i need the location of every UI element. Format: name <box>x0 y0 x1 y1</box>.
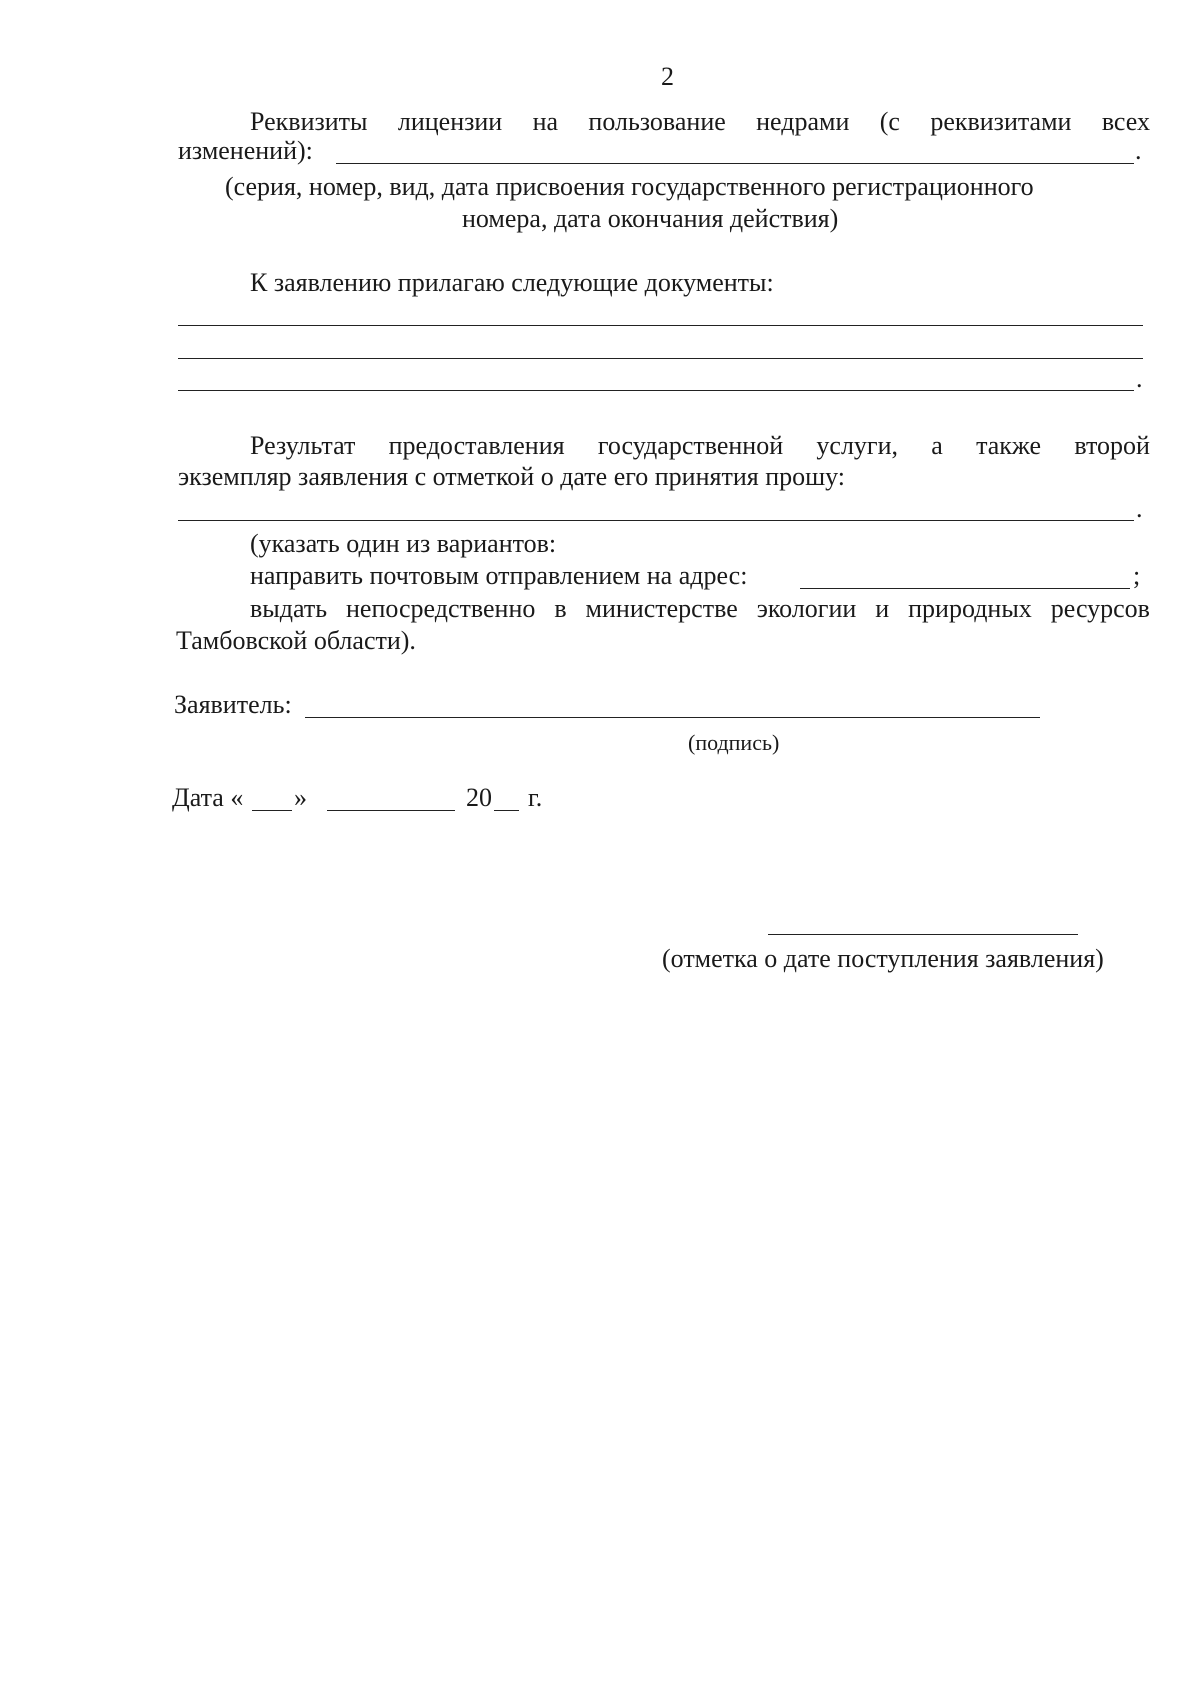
option-direct-line-1 <box>250 594 1150 624</box>
option-direct-word: экологии <box>756 594 857 623</box>
result-word: государственной <box>597 431 784 460</box>
result-line-1 <box>250 431 1150 461</box>
option-direct-word: природных <box>908 594 1032 623</box>
result-word: второй <box>1074 431 1150 460</box>
option-direct-word: в <box>554 594 567 623</box>
date-year-suffix: г. <box>528 783 543 812</box>
date-label: Дата « <box>172 783 244 812</box>
date-close-quote: » <box>294 783 307 812</box>
option-direct-word: ресурсов <box>1050 594 1150 623</box>
result-end-period: . <box>1136 494 1143 523</box>
option-mail-end: ; <box>1133 561 1141 590</box>
license-word: всех <box>1101 107 1150 136</box>
date-year-line[interactable] <box>494 810 519 811</box>
result-word: Результат <box>250 431 356 460</box>
result-fill-line[interactable] <box>178 520 1134 521</box>
page-number: 2 <box>661 62 674 91</box>
result-line-2: экземпляр заявления с отметкой о дате его принятия прошу: <box>178 462 846 491</box>
option-direct-word: и <box>875 594 890 623</box>
license-word: пользование <box>588 107 726 136</box>
license-line-1 <box>250 107 1150 137</box>
attachments-heading: К заявлению прилагаю следующие документы: <box>250 268 774 297</box>
license-word: лицензии <box>397 107 503 136</box>
license-word: недрами <box>756 107 850 136</box>
license-word: на <box>532 107 559 136</box>
result-word: также <box>976 431 1042 460</box>
applicant-signature-line[interactable] <box>305 717 1040 718</box>
license-word: (с <box>879 107 900 136</box>
license-caption-line-2: номера, дата окончания действия) <box>462 204 839 233</box>
attachment-line-2[interactable] <box>178 358 1143 359</box>
receipt-caption: (отметка о дате поступления заявления) <box>662 944 1104 973</box>
date-month-line[interactable] <box>327 810 455 811</box>
result-word: предоставления <box>388 431 565 460</box>
option-direct-word: непосредственно <box>346 594 536 623</box>
option-mail-address-line[interactable] <box>800 588 1130 589</box>
result-word: услуги, <box>816 431 898 460</box>
license-end-period: . <box>1135 136 1142 165</box>
attachments-end-period: . <box>1136 364 1143 393</box>
option-mail-label: направить почтовым отправлением на адрес: <box>250 561 748 590</box>
date-day-line[interactable] <box>252 810 292 811</box>
signature-caption: (подпись) <box>688 730 780 755</box>
license-word: реквизитами <box>930 107 1072 136</box>
date-year-prefix: 20 <box>466 783 492 812</box>
attachment-line-1[interactable] <box>178 325 1143 326</box>
license-caption-line-1: (серия, номер, вид, дата присвоения государственного регистрационного <box>225 172 1034 201</box>
option-direct-word: выдать <box>250 594 328 623</box>
option-direct-word: министерстве <box>585 594 738 623</box>
license-line-2-label: изменений): <box>178 136 313 165</box>
option-direct-line-2: Тамбовской области). <box>176 626 416 655</box>
receipt-mark-line[interactable] <box>768 934 1078 935</box>
license-word: Реквизиты <box>250 107 368 136</box>
attachment-line-3[interactable] <box>178 390 1134 391</box>
license-fill-line[interactable] <box>336 163 1134 164</box>
options-intro: (указать один из вариантов: <box>250 529 557 558</box>
result-word: а <box>931 431 943 460</box>
applicant-label: Заявитель: <box>174 690 292 719</box>
